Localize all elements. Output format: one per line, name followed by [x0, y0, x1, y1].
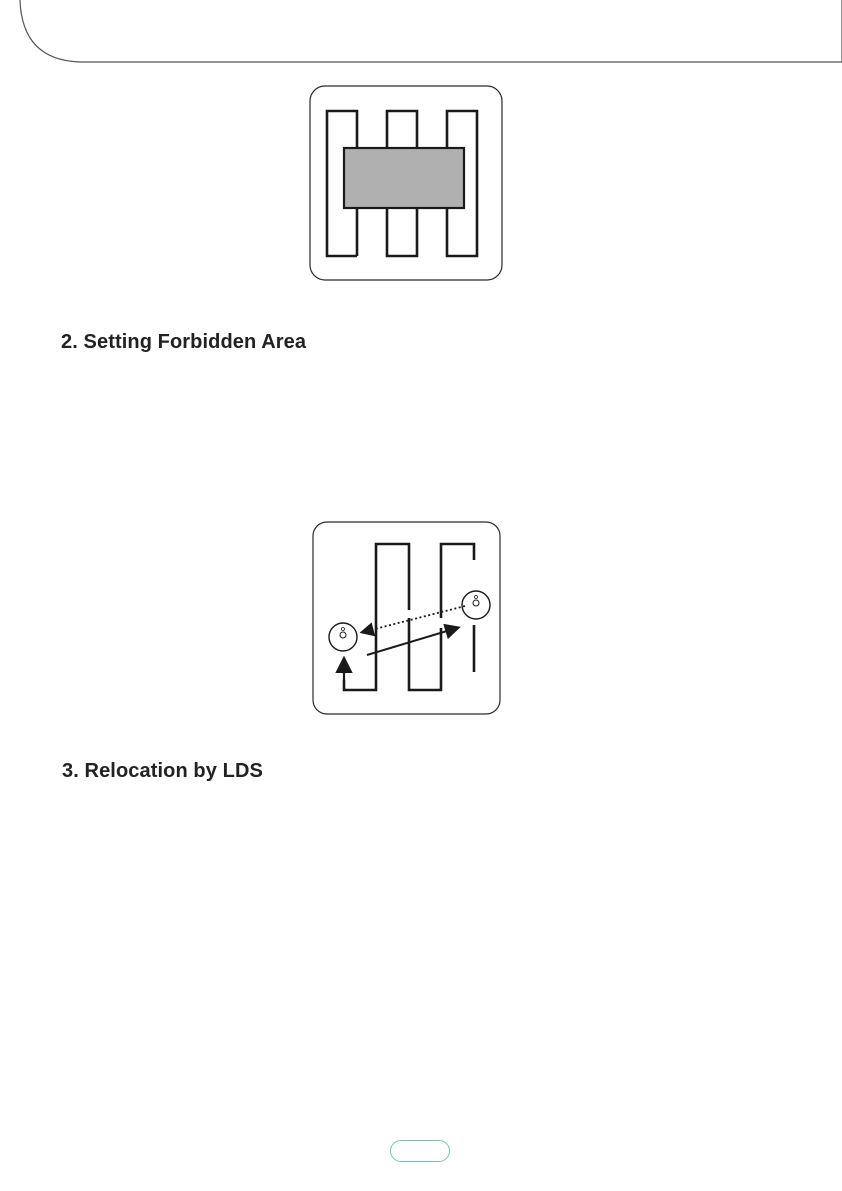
relocation-diagram — [311, 520, 502, 716]
forbidden-area-diagram — [308, 84, 504, 282]
corner-arc-decoration — [0, 0, 842, 80]
section-heading-relocation: 3. Relocation by LDS — [62, 760, 263, 782]
robot-right-icon — [462, 591, 490, 619]
section-heading-forbidden-area: 2. Setting Forbidden Area — [61, 331, 307, 353]
robot-left-icon — [329, 623, 357, 651]
page-indicator — [390, 1140, 450, 1162]
forbidden-zone — [344, 148, 464, 208]
